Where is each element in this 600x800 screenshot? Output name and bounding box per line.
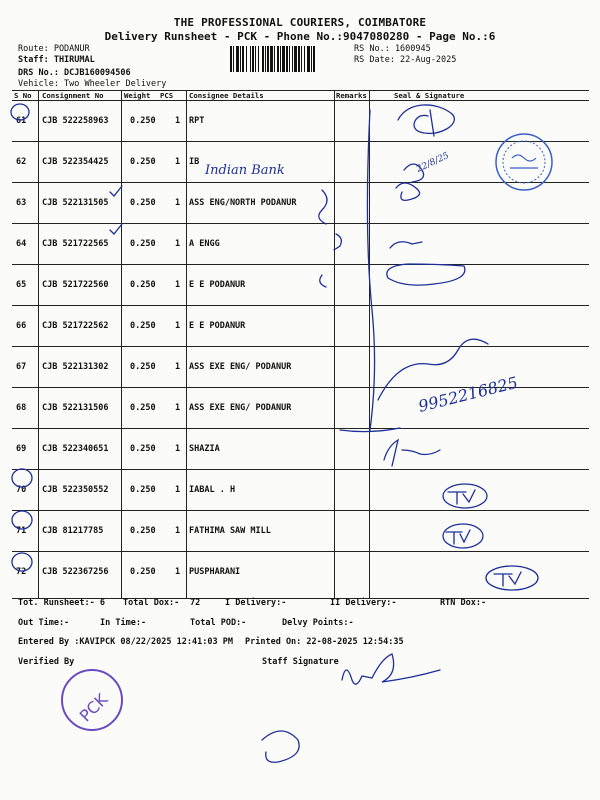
signature-row-61 — [398, 105, 454, 136]
row-weight: 0.250 — [130, 526, 156, 536]
row-pcs: 1 — [175, 403, 181, 413]
col-header-pcs: PCS — [160, 91, 174, 100]
row-sno: 69 — [16, 444, 27, 454]
col-header-remarks: Remarks — [336, 91, 367, 100]
row-sno: 65 — [16, 280, 27, 290]
row-pcs: 1 — [175, 567, 181, 577]
remark-scribble — [319, 190, 327, 224]
rs-number: RS No.: 1600945 — [354, 44, 431, 54]
pck-stamp-text: PCK — [75, 689, 112, 726]
row-details: IB — [189, 157, 200, 167]
staff-signature — [342, 654, 440, 684]
row-weight: 0.250 — [130, 321, 156, 331]
row-details: ASS EXE ENG/ PODANUR — [189, 403, 292, 413]
row-consignment: CJB 522340651 — [42, 444, 109, 454]
row-sno: 61 — [16, 116, 27, 126]
row-details: E E PODANUR — [189, 280, 246, 290]
bottom-scribble — [262, 731, 299, 762]
date-note: 22/8/25 — [415, 150, 451, 175]
tick-mark — [110, 224, 122, 234]
runsheet-subtitle: Delivery Runsheet - PCK - Phone No.:9047080280 - Page No.:6 — [104, 30, 496, 43]
row-details: RPT — [189, 116, 205, 126]
row-details: ASS EXE ENG/ PODANUR — [189, 362, 292, 372]
row-weight: 0.250 — [130, 567, 156, 577]
row-details: FATHIMA SAW MILL — [189, 526, 271, 536]
signature-row-65 — [387, 264, 465, 285]
signature-row-72 — [486, 566, 538, 590]
row-pcs: 1 — [175, 526, 181, 536]
row-weight: 0.250 — [130, 403, 156, 413]
drs-number: DRS No.: DCJB160094506 — [18, 68, 131, 78]
total-dox-label: Total Dox:- — [123, 598, 180, 608]
vehicle-label: Vehicle: Two Wheeler Delivery — [18, 79, 167, 89]
signature-row-69 — [384, 440, 440, 466]
signature-row-64 — [390, 242, 422, 248]
row-consignment: CJB 521722565 — [42, 239, 109, 249]
row-sno: 72 — [16, 567, 27, 577]
col-header-sno: S No — [14, 91, 32, 100]
staff-signature-label: Staff Signature — [262, 657, 339, 667]
row-weight: 0.250 — [130, 198, 156, 208]
row-pcs: 1 — [175, 362, 181, 372]
verified-by-label: Verified By — [18, 657, 75, 667]
row-pcs: 1 — [175, 116, 181, 126]
company-title: THE PROFESSIONAL COURIERS, COIMBATORE — [173, 16, 427, 29]
row-weight: 0.250 — [130, 116, 156, 126]
rs-date: RS Date: 22-Aug-2025 — [354, 55, 457, 65]
row-details: PUSPHARANI — [189, 567, 241, 577]
total-dox-value: 72 — [190, 598, 201, 608]
staff-label: Staff: THIRUMAL — [18, 55, 95, 65]
entered-by: Entered By :KAVIPCK 08/22/2025 12:41:03 PM — [18, 637, 233, 647]
col-header-seal: Seal & Signature — [394, 91, 465, 100]
tot-runsheet: Tot. Runsheet:- 6 — [18, 598, 105, 608]
i-delivery-label: I Delivery:- — [225, 598, 287, 608]
row-sno: 62 — [16, 157, 27, 167]
col-header-weight: Weight — [124, 91, 151, 100]
row-weight: 0.250 — [130, 280, 156, 290]
row-details: A ENGG — [189, 239, 220, 249]
row-pcs: 1 — [175, 485, 181, 495]
row-circle-mark — [12, 553, 32, 571]
row-weight: 0.250 — [130, 362, 156, 372]
row-consignment: CJB 522258963 — [42, 116, 109, 126]
row-pcs: 1 — [175, 239, 181, 249]
row-pcs: 1 — [175, 157, 181, 167]
row-weight: 0.250 — [130, 485, 156, 495]
row-pcs: 1 — [175, 321, 181, 331]
indian-bank-note: Indian Bank — [205, 163, 285, 178]
row-sno: 63 — [16, 198, 27, 208]
col-header-consignment: Consignment No — [42, 91, 104, 100]
tick-mark — [110, 186, 122, 196]
remark-scribble — [334, 234, 341, 250]
row-consignment: CJB 521722562 — [42, 321, 109, 331]
signature-row-71 — [443, 524, 483, 548]
row-consignment: CJB 522354425 — [42, 157, 109, 167]
route-label: Route: PODANUR — [18, 44, 90, 54]
in-time-label: In Time:- — [100, 618, 147, 628]
row-consignment: CJB 522350552 — [42, 485, 109, 495]
row-consignment: CJB 81217785 — [42, 526, 104, 536]
row-pcs: 1 — [175, 444, 181, 454]
row-circle-mark — [12, 511, 32, 529]
col-header-details: Consignee Details — [189, 91, 264, 100]
row-details: ASS ENG/NORTH PODANUR — [189, 198, 297, 208]
phone-note: 9952216825 — [416, 372, 520, 416]
row-consignment: CJB 522131505 — [42, 198, 109, 208]
round-seal-stamp — [496, 134, 552, 190]
rtn-dox-label: RTN Dox:- — [440, 598, 487, 608]
row-sno: 68 — [16, 403, 27, 413]
row-sno: 66 — [16, 321, 27, 331]
row-circle-mark — [12, 469, 32, 487]
row-sno: 64 — [16, 239, 27, 249]
row-details: IABAL . H — [189, 485, 236, 495]
row-details: E E PODANUR — [189, 321, 246, 331]
row-details: SHAZIA — [189, 444, 220, 454]
row-pcs: 1 — [175, 198, 181, 208]
row-consignment: CJB 522367256 — [42, 567, 109, 577]
row-consignment: CJB 522131506 — [42, 403, 109, 413]
remark-scribble — [320, 275, 326, 287]
row-consignment: CJB 521722560 — [42, 280, 109, 290]
vertical-ink-line — [367, 110, 374, 430]
ii-delivery-label: II Delivery:- — [330, 598, 397, 608]
row-sno: 67 — [16, 362, 27, 372]
row-weight: 0.250 — [130, 239, 156, 249]
row-sno: 71 — [16, 526, 27, 536]
signature-row-63 — [396, 183, 420, 200]
out-time-label: Out Time:- — [18, 618, 70, 628]
row-weight: 0.250 — [130, 444, 156, 454]
row-consignment: CJB 522131302 — [42, 362, 109, 372]
row-circle-mark — [11, 104, 29, 120]
pck-stamp — [62, 670, 122, 730]
row-weight: 0.250 — [130, 157, 156, 167]
delvy-points-label: Delvy Points:- — [282, 618, 354, 628]
row-pcs: 1 — [175, 280, 181, 290]
total-pod-label: Total POD:- — [190, 618, 247, 628]
row-sno: 70 — [16, 485, 27, 495]
printed-on: Printed On: 22-08-2025 12:54:35 — [245, 637, 404, 647]
